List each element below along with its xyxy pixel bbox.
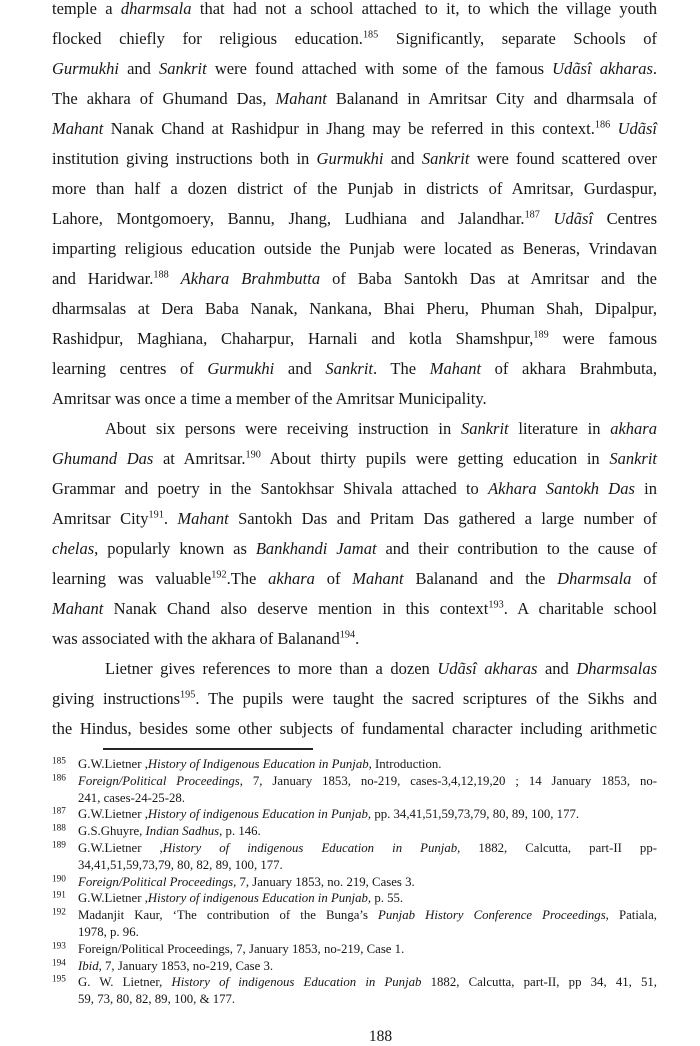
footnote	[52, 756, 657, 773]
italic-text: Udãsî	[553, 209, 593, 228]
italic-text: Mahant	[352, 569, 404, 588]
body-line: Mahant Nanak Chand also deserve mention in this context$^{193}$. A charitable school	[52, 599, 657, 618]
italic-text: chelas	[52, 539, 95, 558]
body-line: Ghumand Das at Amritsar.$^{190}$ About thirty pupils were getting education in Sankrit	[52, 449, 657, 468]
italic-text: Mahant	[275, 89, 327, 108]
footnotes-section	[52, 756, 657, 1008]
footnote-number: 189	[52, 840, 66, 851]
footnote-text	[78, 907, 657, 941]
footnote-number: 187	[52, 806, 66, 817]
body-line: Amritsar was once a time a member of the Amritsar Municipality.	[52, 389, 487, 408]
footnote-reference: 187	[524, 209, 540, 221]
footnote-line: G.W.Lietner ,History of Indigenous Education in Punjab, Introduction.	[78, 757, 442, 771]
body-line: Lahore, Montgomoery, Bannu, Jhang, Ludhiana and Jalandhar.$^{187}$ Udãsî Centres	[52, 209, 658, 228]
body-line: institution giving instructions both in Gurmukhi and Sankrit were found scattered over	[52, 149, 658, 168]
body-line: learning centres of Gurmukhi and Sankrit. The Mahant of akhara Brahmbuta,	[52, 359, 658, 378]
italic-text: Mahant	[52, 119, 104, 138]
footnote-reference: 194	[339, 629, 356, 641]
italic-text: Akhara Brahmbutta	[180, 269, 321, 288]
footnote	[52, 941, 657, 958]
footnote-text	[78, 756, 657, 773]
footnote-line: Foreign/Political Proceedings, 7, January 1853, no. 219, Cases 3.	[78, 874, 415, 889]
footnote	[52, 958, 657, 975]
italic-text: Sankrit	[325, 359, 373, 378]
body-line: the Hindus, besides some other subjects of fundamental character including arithmetic	[52, 719, 657, 738]
footnote-line: G. W. Lietner, History of indigenous Education in Punjab 1882, Calcutta, part-II, pp 34, 41, 51,	[78, 975, 657, 990]
footnote-text	[78, 941, 657, 958]
italic-text: Mahant	[52, 599, 104, 618]
footnote-number: 195	[52, 974, 66, 985]
italic-text: Ghumand Das	[52, 449, 154, 468]
italic-text: Udãsî akharas	[552, 59, 653, 78]
footnote	[52, 974, 657, 1008]
italic-text: History of indigenous Education in Punjab	[171, 975, 422, 990]
footnote-number: 192	[52, 907, 66, 918]
italic-text: akhara	[268, 569, 315, 588]
footnote-separator	[103, 748, 313, 750]
italic-text: Sankrit	[421, 149, 470, 168]
footnote-text	[78, 773, 657, 807]
footnote-reference: 193	[488, 599, 504, 611]
italic-text: Sankrit	[460, 419, 509, 438]
footnote-text	[78, 874, 657, 891]
footnote	[52, 806, 657, 823]
italic-text: Sankrit	[609, 449, 657, 468]
italic-text: akhara	[610, 419, 657, 438]
footnote-text	[78, 958, 657, 975]
body-line: Lietner gives references to more than a dozen Udãsî akharas and Dharmsalas	[105, 659, 657, 678]
footnote-reference: 190	[245, 449, 261, 461]
body-line: Amritsar City$^{191}$. Mahant Santokh Das and Pritam Das gathered a large number of	[52, 509, 658, 528]
italic-text: History of indigenous Education in Punjab,	[147, 807, 372, 822]
footnote-line: Foreign/Political Proceedings, 7, January 1853, no-219, Case 1.	[78, 941, 405, 956]
body-line: Mahant Nanak Chand at Rashidpur in Jhang may be referred in this context.$^{186}$ Udãsî	[52, 119, 657, 138]
italic-text: Udãsî	[617, 119, 657, 138]
footnote-text	[78, 823, 657, 840]
body-line: imparting religious education outside the Punjab were located as Beneras, Vrindavan	[52, 239, 657, 258]
italic-text: History of indigenous Education in Punjab,	[162, 840, 461, 855]
footnote-reference: 186	[594, 119, 611, 131]
body-line: giving instructions$^{195}$. The pupils were taught the sacred scriptures of the Sikhs and	[52, 689, 657, 708]
footnote-line: Ibid, 7, January 1853, no-219, Case 3.	[78, 958, 274, 973]
body-line: flocked chiefly for religious education.$^{185}$ Significantly, separate Schools of	[52, 29, 658, 48]
body-line: Rashidpur, Maghiana, Chaharpur, Harnali and kotla Shamshpur,$^{189}$ were famous	[52, 329, 657, 348]
footnote-line: G.W.Lietner ,History of indigenous Education in Punjab, 1882, Calcutta, part-II pp-	[78, 840, 657, 855]
italic-text: Gurmukhi	[207, 359, 275, 378]
body-line: Grammar and poetry in the Santokhsar Shivala attached to Akhara Santokh Das in	[52, 479, 657, 498]
italic-text: Udãsî akharas	[437, 659, 538, 678]
italic-text: Ibid,	[78, 958, 102, 973]
body-line: learning was valuable$^{192}$.The akhara of Mahant Balanand and the Dharmsala of	[52, 569, 657, 588]
body-line: more than half a dozen district of the Punjab in districts of Amritsar, Gurdaspur,	[52, 179, 657, 198]
footnote-reference: 191	[148, 509, 164, 521]
italic-text: Akhara Santokh Das	[488, 479, 635, 498]
footnote-reference: 189	[533, 329, 549, 341]
footnote-reference: 185	[362, 29, 379, 41]
footnote-number: 191	[52, 890, 66, 901]
footnote-number: 194	[52, 958, 66, 969]
italic-text: dharmsala	[120, 0, 192, 18]
page-number: 188	[368, 1028, 393, 1045]
footnote-line: Madanjit Kaur, ‘The contribution of the Bunga’s Punjab History Conference Proceedings, Patiala,	[78, 908, 657, 923]
footnote-line: G.W.Lietner ,History of indigenous Education in Punjab, p. 55.	[78, 891, 404, 906]
body-text	[52, 0, 657, 744]
body-line: temple a dharmsala that had not a school attached to it, to which the village youth	[52, 0, 657, 18]
footnote-text	[78, 974, 657, 1008]
footnote-reference: 188	[153, 269, 169, 281]
footnote-number: 188	[52, 823, 66, 834]
footnote-line: 59, 73, 80, 82, 89, 100, & 177.	[78, 992, 236, 1007]
italic-text: Dharmsala	[557, 569, 632, 588]
footnote-number: 185	[52, 756, 66, 767]
footnote-number: 193	[52, 941, 66, 952]
footnote-number: 186	[52, 773, 66, 784]
body-line: dharmsalas at Dera Baba Nanak, Nankana, Bhai Pheru, Phuman Shah, Dipalpur,	[52, 299, 657, 318]
footnote	[52, 773, 657, 807]
italic-text: Mahant	[177, 509, 229, 528]
italic-text: History of Indigenous Education in Punjab,	[147, 757, 372, 771]
italic-text: Gurmukhi	[52, 59, 119, 78]
italic-text: Dharmsalas	[576, 659, 657, 678]
italic-text: History of indigenous Education in Punjab,	[147, 891, 372, 906]
footnote-line: G.S.Ghuyre, Indian Sadhus, p. 146.	[78, 824, 261, 839]
italic-text: Punjab History Conference Proceedings,	[378, 908, 609, 923]
footnote-text	[78, 806, 657, 823]
footnote	[52, 890, 657, 907]
footnote-line: 1978, p. 96.	[78, 924, 139, 939]
italic-text: Foreign/Political Proceedings	[78, 773, 240, 788]
footnote	[52, 907, 657, 941]
footnote-text	[78, 890, 657, 907]
italic-text: Mahant	[429, 359, 482, 378]
footnote-text	[78, 840, 657, 874]
footnote-number: 190	[52, 874, 66, 885]
body-line: About six persons were receiving instruction in Sankrit literature in akhara	[105, 419, 657, 438]
footnote-line: 34,41,51,59,73,79, 80, 82, 89, 100, 177.	[78, 857, 283, 872]
body-line: Gurmukhi and Sankrit were found attached with some of the famous Udãsî akharas.	[52, 59, 657, 78]
body-line: was associated with the akhara of Balanand$^{194}$.	[52, 629, 360, 648]
footnote-reference: 192	[211, 569, 227, 581]
italic-text: Indian Sadhus	[145, 824, 220, 839]
footnote-line: 241, cases-24-25-28.	[78, 790, 185, 805]
italic-text: Bankhandi Jamat	[255, 539, 377, 558]
italic-text: Sankrit	[159, 59, 207, 78]
italic-text: Gurmukhi	[316, 149, 384, 168]
body-line: chelas, popularly known as Bankhandi Jamat and their contribution to the cause of	[52, 539, 658, 558]
footnote-line: Foreign/Political Proceedings, 7, January 1853, no-219, cases-3,4,12,19,20 ; 14 January 1853, no-	[78, 773, 658, 788]
footnote	[52, 840, 657, 874]
italic-text: Foreign/Political Proceedings,	[78, 874, 237, 889]
footnote	[52, 874, 657, 891]
footnote-line: G.W.Lietner ,History of indigenous Education in Punjab, pp. 34,41,51,59,73,79, 80, 89, 100, 177.	[78, 807, 580, 822]
footnote	[52, 823, 657, 840]
body-line: The akhara of Ghumand Das, Mahant Balanand in Amritsar City and dharmsala of	[52, 89, 657, 108]
body-line: and Haridwar.$^{188}$ Akhara Brahmbutta of Baba Santokh Das at Amritsar and the	[52, 269, 658, 288]
footnote-reference: 195	[180, 689, 196, 701]
